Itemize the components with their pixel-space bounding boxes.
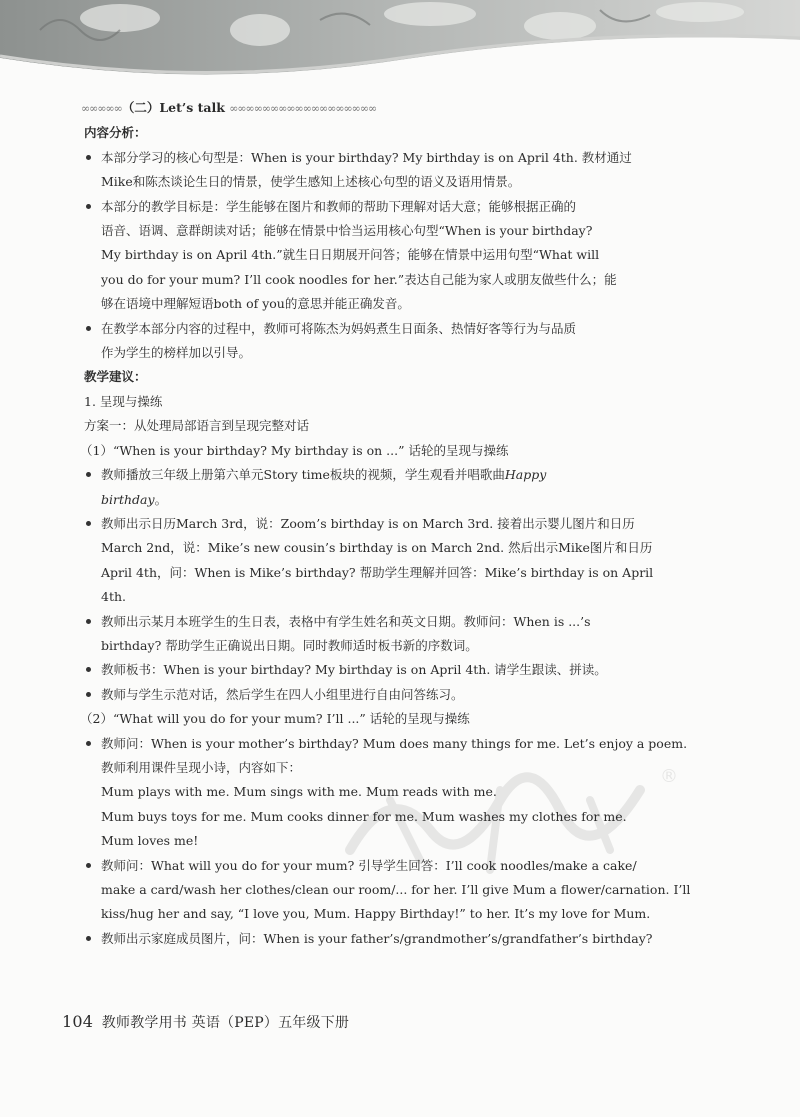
text-line: April 4th，问：When is Mike’s birthday? 帮助学生理解并回答：Mike’s birthday is on April xyxy=(101,564,654,580)
sub2-bullet-1 xyxy=(84,732,700,781)
text-line: 够在语境中理解短语both of you的意思并能正确发音。 xyxy=(101,296,410,312)
page-footer xyxy=(62,1012,349,1032)
sub1-bullet-1 xyxy=(84,463,700,512)
text-line: 语音、语调、意群朗读对话；能够在情景中恰当运用核心句型“When is your birthday? xyxy=(101,223,593,239)
heading-dots-right: ∞∞∞∞∞∞∞∞∞∞∞∞∞∞∞∞∞∞ xyxy=(229,102,377,115)
text-line: 教师利用课件呈现小诗，内容如下： xyxy=(101,759,302,775)
text-line: 4th. xyxy=(101,589,126,605)
text-line: birthday? 帮助学生正确说出日期。同时教师适时板书新的序数词。 xyxy=(101,637,478,653)
book-title: 教师教学用书 英语（PEP）五年级下册 xyxy=(101,1015,350,1031)
analysis-label: 内容分析： xyxy=(84,125,147,141)
song-title-part: birthday xyxy=(101,491,155,507)
text-line: 本部分学习的核心句型是：When is your birthday? My birthday is on April 4th. 教材通过 xyxy=(101,149,632,165)
analysis-bullet-3 xyxy=(84,317,700,366)
section-title: （二）Let’s talk xyxy=(121,100,225,115)
suggestions-label: 教学建议： xyxy=(84,369,147,385)
sub1-bullet-4 xyxy=(84,658,700,682)
text-line: 教师问：What will you do for your mum? 引导学生回答：I’ll cook noodles/make a cake/ xyxy=(101,857,637,873)
text-line: make a card/wash her clothes/clean our room/... for her. I’ll give Mum a flower/carnation. I’ll xyxy=(101,882,691,897)
text-line: March 2nd，说：Mike’s new cousin’s birthday is on March 2nd. 然后出示Mike图片和日历 xyxy=(101,540,653,556)
sub-section-2-heading: （2）“What will you do for your mum? I’ll ...” 话轮的呈现与操练 xyxy=(80,711,470,727)
text-line xyxy=(101,463,700,487)
text-line: 作为学生的榜样加以引导。 xyxy=(101,345,252,361)
poem-line: Mum plays with me. Mum sings with me. Mum reads with me. xyxy=(101,784,497,800)
text-line: Mike和陈杰谈论生日的情景，使学生感知上述核心句型的语义及语用情景。 xyxy=(101,174,521,190)
text-line: My birthday is on April 4th.”就生日日期展开问答；能够在情景中运用句型“What will xyxy=(101,247,600,263)
text-line: you do for your mum? I’ll cook noodles for her.”表达自己能为家人或朋友做些什么；能 xyxy=(101,271,617,287)
registered-mark: ® xyxy=(660,766,678,787)
text-line: 教师问：When is your mother’s birthday? Mum does many things for me. Let’s enjoy a poem. xyxy=(101,735,688,751)
poem-block xyxy=(84,780,700,853)
poem-line: Mum buys toys for me. Mum cooks dinner for me. Mum washes my clothes for me. xyxy=(101,808,627,824)
text-line: 在教学本部分内容的过程中，教师可将陈杰为妈妈煮生日面条、热情好客等行为与品质 xyxy=(101,320,577,336)
text-line: kiss/hug her and say, “I love you, Mum. Happy Birthday!” to her. It’s my love for Mum. xyxy=(101,906,651,922)
sub2-bullet-2 xyxy=(84,854,700,927)
text-line: 教师板书：When is your birthday? My birthday is on April 4th. 请学生跟读、拼读。 xyxy=(101,662,607,678)
text-run: 。 xyxy=(154,491,168,507)
sub2-bullet-3 xyxy=(84,927,700,951)
text-line: 教师出示家庭成员图片，问：When is your father’s/grandmother’s/grandfather’s birthday? xyxy=(101,930,653,946)
heading-dots-left: ∞∞∞∞∞ xyxy=(81,102,122,115)
analysis-bullet-1 xyxy=(84,146,700,195)
sub-section-1-heading: （1）“When is your birthday? My birthday is on ...” 话轮的呈现与操练 xyxy=(80,442,509,458)
plan-1-heading: 方案一：从处理局部语言到呈现完整对话 xyxy=(84,418,310,434)
page-number: 104 xyxy=(62,1012,94,1031)
text-line: 教师出示某月本班学生的生日表，表格中有学生姓名和英文日期。教师问：When is ...’s xyxy=(101,613,591,629)
text-line: 本部分的教学目标是：学生能够在图片和教师的帮助下理解对话大意；能够根据正确的 xyxy=(101,198,577,214)
sub1-bullet-3 xyxy=(84,610,700,659)
text-line: 教师出示日历March 3rd，说：Zoom’s birthday is on March 3rd. 接着出示婴儿图片和日历 xyxy=(101,515,635,531)
text-line xyxy=(101,488,700,512)
poem-line: Mum loves me! xyxy=(101,833,199,849)
text-line: 教师与学生示范对话，然后学生在四人小组里进行自由问答练习。 xyxy=(101,686,464,702)
sub1-bullet-5 xyxy=(84,683,700,707)
song-title-part: Happy xyxy=(504,467,547,483)
text-run: 教师播放三年级上册第六单元Story time板块的视频，学生观看并唱歌曲 xyxy=(101,467,505,483)
header-banner xyxy=(0,0,800,96)
step-1-heading: 1. 呈现与操练 xyxy=(84,393,163,409)
analysis-bullet-2 xyxy=(84,195,700,317)
sub1-bullet-2 xyxy=(84,512,700,610)
page-content xyxy=(80,96,700,951)
floral-banner-image xyxy=(0,0,800,96)
section-heading xyxy=(81,96,700,121)
